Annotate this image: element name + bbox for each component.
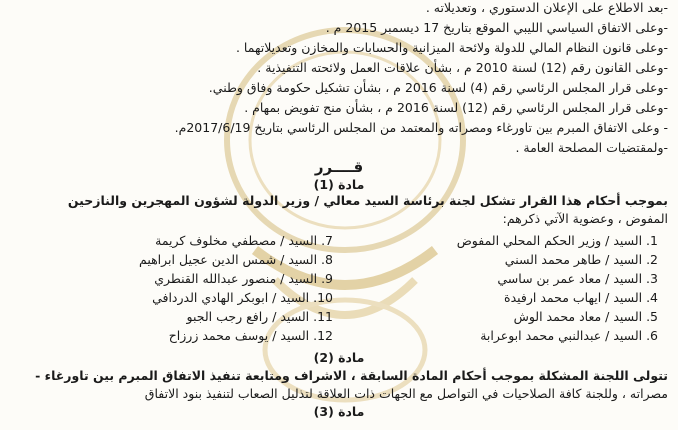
- member-item: 2. السيد / طاهر محمد السني: [504, 252, 658, 267]
- member-item: 12. السيد / يوسف محمد زرزاح: [168, 328, 333, 343]
- preamble-line-1: -بعد الاطلاع على الإعلان الدستوري ، وتعديلاته .: [425, 0, 668, 15]
- member-item: 3. السيد / معاد عمر بن ساسي: [497, 271, 658, 286]
- article-1-line-1: بموجب أحكام هذا القرار تشكل لجنة برئاسة السيد معالي / وزير الدولة لشؤون المهجرين والنازحين: [67, 193, 668, 208]
- preamble-line-6: -وعلى قرار المجلس الرئاسي رقم (12) لسنة 2016 م ، بشأن منح تفويض بمهام .: [244, 100, 668, 115]
- member-item: 8. السيد / شمس الدين عجيل ابراهيم: [139, 252, 333, 267]
- member-item: 9. السيد / منصور عبدالله القنطري: [154, 271, 333, 286]
- preamble-line-8: -ولمقتضيات المصلحة العامة .: [515, 140, 668, 155]
- member-item: 6. السيد / عبدالنبي محمد ابوعرابة: [480, 328, 658, 343]
- article-1-line-2: المفوض ، وعضوية الآتي ذكرهم:: [502, 211, 668, 226]
- preamble-line-7: - وعلى الاتفاق المبرم بين تاورغاء ومصراته والمعتمد من المجلس الرئاسي بتاريخ 2017/6/19م.: [174, 120, 668, 135]
- member-item: 1. السيد / وزير الحكم المحلي المفوض: [456, 233, 658, 248]
- article-1-title: مادة (1): [313, 177, 365, 192]
- member-item: 5. السيد / معاد محمد الوش: [513, 309, 658, 324]
- preamble-line-3: -وعلى قانون النظام المالي للدولة ولائحة الميزانية والحسابات والمخازن وتعديلاتهما .: [235, 40, 668, 55]
- preamble-line-2: -وعلى الاتفاق السياسي الليبي الموقع بتاريخ 17 ديسمبر 2015 م .: [325, 20, 668, 35]
- member-item: 4. السيد / ايهاب محمد ارفيدة: [504, 290, 658, 305]
- preamble-line-4: -وعلى القانون رقم (12) لسنة 2010 م ، بشأن علاقات العمل ولائحته التنفيذية .: [257, 60, 668, 75]
- article-2-line-2: مصراته ، وللجنة كافة الصلاحيات في التواصل مع الجهات ذات العلاقة لتذليل الصعاب لتنفيذ بنود الاتفاق: [144, 386, 668, 401]
- article-2-title: مادة (2): [313, 350, 365, 365]
- member-item: 10. السيد / ابوبكر الهادي الدردافي: [152, 290, 333, 305]
- decision-heading: قــــرر: [314, 158, 364, 176]
- article-3-title: مادة (3): [313, 404, 365, 419]
- preamble-line-5: -وعلى قرار المجلس الرئاسي رقم (4) لسنة 2016 م ، بشأن تشكيل حكومة وفاق وطني.: [208, 80, 668, 95]
- member-item: 7. السيد / مصطفي مخلوف كريمة: [155, 233, 333, 248]
- member-item: 11. السيد / رافع رجب الجبو: [186, 309, 333, 324]
- article-2-line-1: تتولى اللجنة المشكلة بموجب أحكام المادة السابقة ، الاشراف ومتابعة تنفيذ الاتفاق المبرم بين تاورغاء -: [35, 368, 668, 383]
